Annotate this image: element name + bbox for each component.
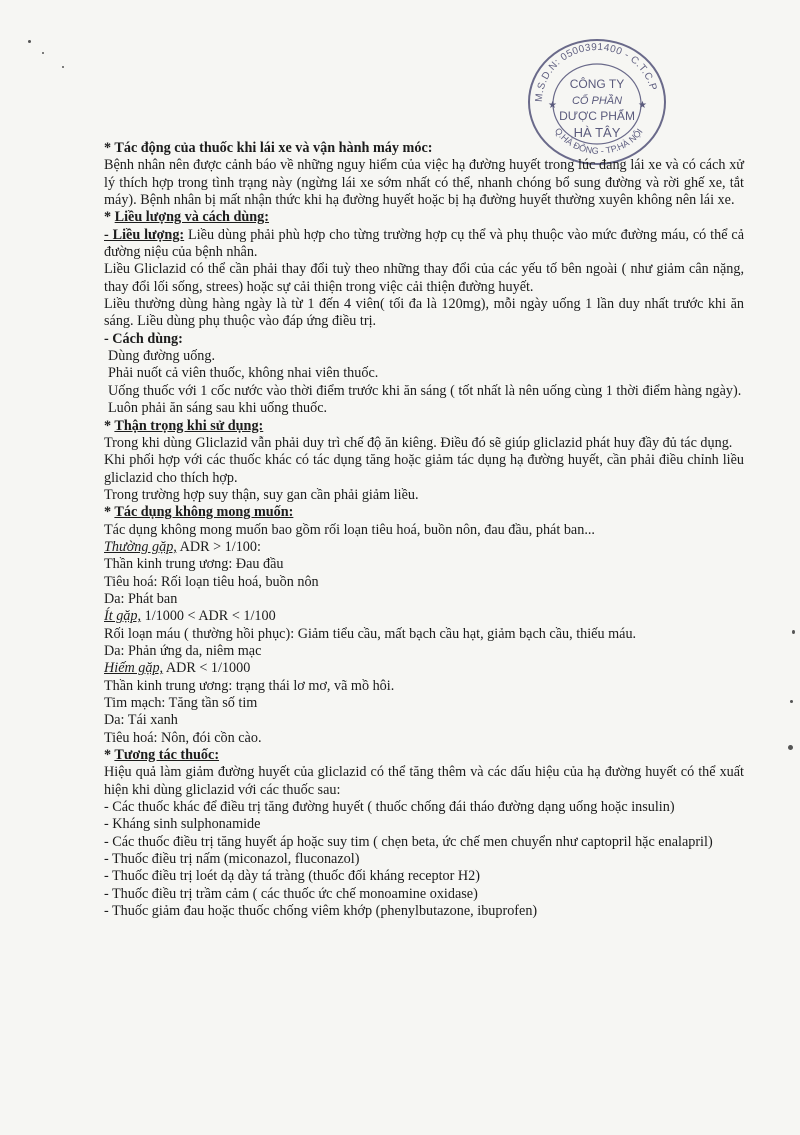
usage-item: Uống thuốc với 1 cốc nước vào thời điểm trước khi ăn sáng ( tốt nhất là nên uống cùng 1 thời điểm hàng ngày). — [108, 382, 742, 399]
star-icon: ★ — [548, 100, 557, 111]
interaction-item: - Thuốc điều trị trầm cảm ( các thuốc ức chế monoamine oxidase) — [104, 885, 478, 902]
section-heading-dosage — [104, 209, 744, 226]
dosage-paragraph — [104, 227, 744, 262]
heading-text: Liều lượng và cách dùng: — [114, 209, 269, 226]
stamp-ring-bottom: Q.HÀ ĐÔNG - TP.HÀ NỘI — [552, 126, 645, 157]
interaction-item: - Kháng sinh sulphonamide — [104, 816, 261, 833]
usage-item: Luôn phải ăn sáng sau khi uống thuốc. — [108, 400, 328, 417]
stamp-line-1: CÔNG TY — [569, 77, 625, 91]
side-effect-item: Thần kinh trung ương: trạng thái lơ mơ, vã mồ hôi. — [104, 677, 395, 694]
scan-speck — [792, 630, 795, 634]
side-effect-item: Da: Phát ban — [104, 590, 178, 607]
frequency-uncommon — [104, 608, 744, 625]
stamp-line-2: CỔ PHẦN — [571, 95, 623, 107]
frequency-label: Ít gặp, — [104, 608, 142, 625]
dose-label: - Liều lượng: — [104, 226, 185, 243]
usage-label: - Cách dùng: — [104, 330, 183, 347]
heading-text: Tác dụng không mong muốn: — [114, 504, 294, 521]
stamp-ring-text: M.S.D.N: 0500391400 - C.T.C.P — [533, 41, 659, 103]
usage-item: Dùng đường uống. — [108, 348, 216, 365]
side-effects-intro: Tác dụng không mong muốn bao gồm rối loạn tiêu hoá, buồn nôn, đau đầu, phát ban... — [104, 521, 595, 538]
stamp-line-3: DƯỢC PHẨM — [559, 109, 635, 123]
scan-speck — [790, 700, 793, 703]
heading-star: * — [104, 209, 115, 226]
document-body — [104, 140, 744, 920]
frequency-rate: ADR > 1/100: — [176, 538, 261, 555]
scan-speck — [42, 52, 44, 54]
precautions-paragraph: Trong khi dùng Gliclazid vẫn phải duy trì chế độ ăn kiêng. Điều đó sẽ giúp gliclazid phát huy đầy đủ tác dụng. — [104, 434, 733, 451]
scan-speck — [788, 745, 793, 750]
section-heading-driving: * Tác động của thuốc khi lái xe và vận hành máy móc: — [104, 140, 433, 156]
side-effect-item: Tiêu hoá: Rối loạn tiêu hoá, buồn nôn — [104, 573, 319, 590]
interaction-item: - Thuốc giảm đau hoặc thuốc chống viêm khớp (phenylbutazone, ibuprofen) — [104, 903, 538, 920]
side-effect-item: Da: Tái xanh — [104, 712, 178, 729]
dosage-paragraph-3: Liều thường dùng hàng ngày là từ 1 đến 4 viên( tối đa là 120mg), mỗi ngày uống 1 lần duy nhất trước khi ăn sáng. Liều dùng phụ thuộc vào đáp ứng điều trị. — [104, 296, 744, 330]
section-heading-interactions — [104, 747, 744, 764]
dose-text: Liều dùng phải phù hợp cho từng trường hợp cụ thể và phụ thuộc vào mức đường máu, có thể cả đường niệu của bệnh nhân. — [104, 226, 744, 261]
dosage-paragraph-2: Liều Gliclazid có thể cần phải thay đổi tuỳ theo những thay đổi của các yếu tố bên ngoài ( như giảm cân nặng, thay đổi lối sống, strees) hoặc sự cải thiện trong việc cải thiện đường huyết. — [104, 261, 744, 295]
frequency-label: Hiếm gặp, — [104, 660, 164, 677]
heading-text: Tương tác thuốc: — [114, 747, 220, 764]
section-heading-side-effects — [104, 504, 744, 521]
scan-speck — [62, 66, 64, 68]
frequency-rare — [104, 660, 744, 677]
side-effect-item: Rối loạn máu ( thường hồi phục): Giảm tiểu cầu, mất bạch cầu hạt, giảm bạch cầu, thiếu máu. — [104, 625, 637, 642]
interaction-item: - Các thuốc khác để điều trị tăng đường huyết ( thuốc chống đái tháo đường dạng uống hoặc insulin) — [104, 799, 675, 816]
interactions-intro: Hiệu quả làm giảm đường huyết của gliclazid có thể tăng thêm và các dấu hiệu của hạ đường huyết có thể xuất hiện khi dùng gliclazid với các thuốc sau: — [104, 764, 744, 798]
heading-star: * — [104, 417, 115, 434]
section-heading-precautions — [104, 418, 744, 435]
frequency-label: Thường gặp, — [104, 538, 177, 555]
scan-speck — [28, 40, 31, 43]
interaction-item: - Thuốc điều trị loét dạ dày tá tràng (thuốc đối kháng receptor H2) — [104, 868, 480, 885]
side-effect-item: Thần kinh trung ương: Đau đầu — [104, 556, 284, 573]
side-effect-item: Tiêu hoá: Nôn, đói cồn cào. — [104, 729, 262, 746]
star-icon: ★ — [638, 100, 647, 111]
stamp-line-4: HÀ TÂY — [573, 125, 621, 140]
side-effect-item: Tim mạch: Tăng tần số tim — [104, 695, 258, 711]
frequency-rate: ADR < 1/1000 — [163, 660, 251, 677]
driving-text: Bệnh nhân nên được cảnh báo về những nguy hiểm của việc hạ đường huyết trong lúc đang lái xe và có cách xử lý thích hợp trong tình trạng này (ngừng lái xe sớm nhất có thể, nhanh chóng bổ sung đường và rời ghế xe, tắt máy). Bệnh nhân bị mất nhận thức khi hạ đường huyết hoặc bị hạ đường huyết thường xuyên không nên lái xe. — [104, 157, 744, 209]
precautions-paragraph: Trong trường hợp suy thận, suy gan cần phải giảm liều. — [104, 486, 419, 503]
interaction-item: - Các thuốc điều trị tăng huyết áp hoặc suy tim ( chẹn beta, ức chế men chuyển như captopril hặc enalapril) — [104, 833, 713, 850]
heading-star: * — [104, 747, 115, 764]
usage-item: Phải nuốt cả viên thuốc, không nhai viên thuốc. — [108, 365, 379, 382]
side-effect-item: Da: Phản ứng da, niêm mạc — [104, 642, 262, 659]
frequency-common — [104, 539, 744, 556]
precautions-paragraph: Khi phối hợp với các thuốc khác có tác dụng tăng hoặc giảm tác dụng hạ đường huyết, cần phải điều chỉnh liều gliclazid cho thích hợp. — [104, 452, 744, 486]
heading-star: * — [104, 504, 115, 521]
frequency-rate: 1/1000 < ADR < 1/100 — [141, 608, 276, 625]
heading-text: Thận trọng khi sử dụng: — [114, 417, 264, 434]
interaction-item: - Thuốc điều trị nấm (miconazol, fluconazol) — [104, 851, 360, 868]
